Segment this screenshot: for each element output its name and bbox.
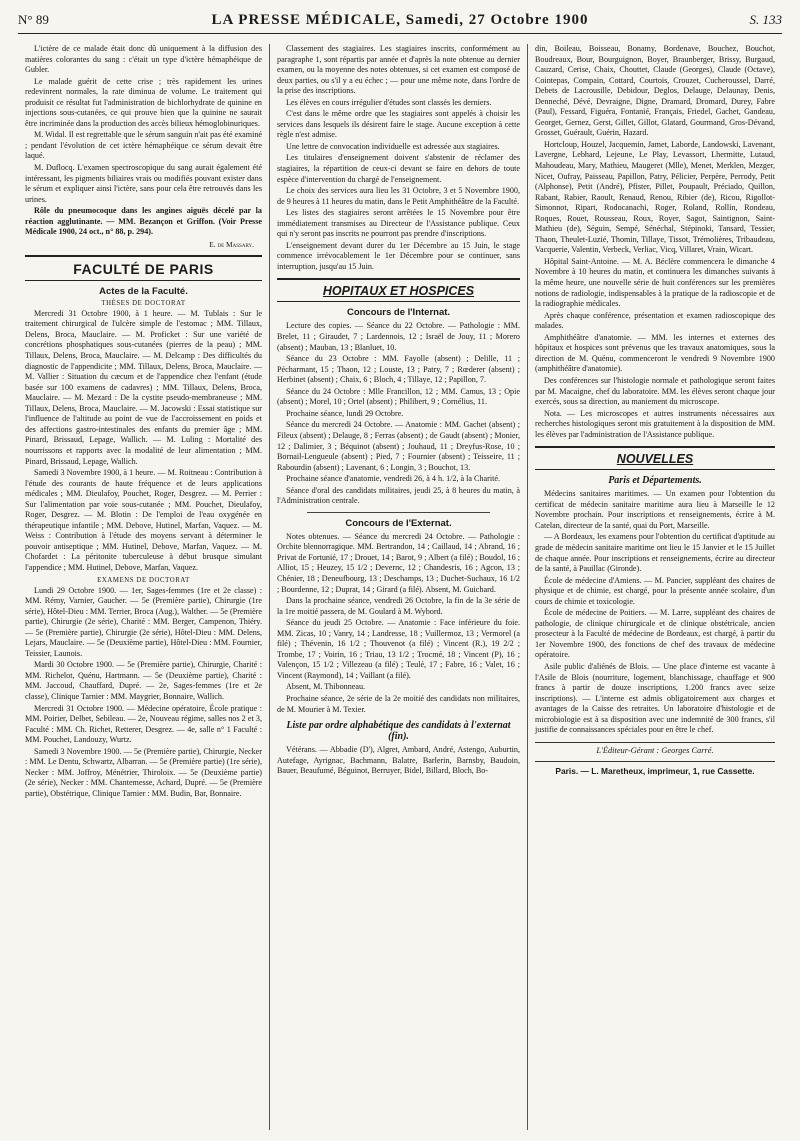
paragraph: Asile public d'aliénés de Blois. — Une place d'interne est vacante à l'Asile de Blois (nourriture, logement, blanchissage, chauffage et 900 francs à partir de douze inscriptions, 1.200 francs avec seize inscriptions). — L'interne est admis obligatoirement aux charges et avantages de la Caisse des retraites. Un laboratoire d'histologie et de microbiologie est à sa disposition avec une indemnité de 300 francs, s'il justifie de connaissances spéciales pour en être le chef. [535,661,775,735]
paragraph: Les élèves en cours irrégulier d'études sont classés les derniers. [286,97,492,107]
column-1 [18,44,270,1130]
paragraph: M. Duflocq. L'examen spectroscopique du sang aurait également été intéressant, les pigments biliaires vrais ou modifiés pouvant exister dans le sérum et expliquer ainsi l'ictère, sans pour cela être retrouvés dans les urines. [25,163,262,204]
paragraph: Samedi 3 Novembre 1900, à 1 heure. — M. Roitneau : Contribution à l'étude des courants de haute fréquence et de leurs applications médicales ; MM. Dieulafoy, Pouchet, Roger, Desgrez. — M. Perrier : Sur l'alimentation par voie sous-cutanée ; MM. Pouchet, Dieulafoy, Roger, Desgrez. — M. Blotin : De l'emploi de l'eau oxygénée en thérapeutique infantile ; MM. Debove, Hutinel, Marfan, Vaquez. — M. Weiss : Contribution à l'étude des moyens servant à déterminer le pouvoir antiseptique ; MM. Hutinel, Debove, Marfan, Vaquez. — M. Chofardet : La péritonite tuberculeuse à début brusque simulant l'appendice ; MM. Hutinel, Debove, Marfan, Vaquez. [25,468,262,572]
section-heading: FACULTÉ DE PARIS [25,255,262,281]
paragraph: C'est dans le même ordre que les stagiaires sont appelés à choisir les services dans lesquels ils désirent faire le stage. Aucune exception à cette règle n'est admise. [277,109,520,140]
paragraph: Le malade guérit de cette crise ; très rapidement les urines redevinrent normales, la rate diminua de volume. Le traitement qui produisit ce résultat fut l'administration de bichlorhydrate de quinine en injections sous-cutanées, ce qui prouve bien que la quinine ne saurait être incriminée dans la production des accès bilieux hémoglobinuriques. [25,76,262,128]
paragraph: École de médecine d'Amiens. — M. Pancier, suppléant des chaires de physique et de chimie, est chargé, pour la présente année scolaire, d'un cours de chimie et toxicologie. [535,575,775,606]
paragraph: din, Boileau, Boisseau, Bonamy, Bordenave, Bouchez, Bouchot, Boudreaux, Bour, Bourguignon, Boyer, Braunberger, Brissy, Burgaud, Cauzard, Cerise, Chaix, Chouttet, Claude (Georges), Claude (Octave), Cointepas, Compain, Cottard, Courtois, Crouzet, Cucheroussel, Darré, Debets de Lacrousille, Debidour, Deglos, Delauge, Delaunay, Denis, Denneché, Dévé, Devraigne, Digne, Dramard, Dromard, Durey, Fabre (Paul), Fessard, Figuéra, Fontanié, Français, Friedel, Gachet, Gandeau, Georget, Gernez, Gerst, Gillet, Gillot, Glatard, Gourmand, Gros-Dévand, Grosset, Guérault, Guérin, Hazard. [535,44,775,138]
signature: E. de Massary. [209,239,254,249]
paragraph: Séance du 24 Octobre : Mlle Francillon, 12 ; MM. Camus, 13 ; Opie (absent) ; Morel, 10 ; Ortel (absent) ; Philibert, 9 ; Cornélius, 11. [277,386,520,407]
paragraph: Vétérans. — Abbadie (D'), Algret, Ambard, André, Astengo, Auburtin, Autefage, Ayrignac, Bachmann, Balatre, Barlerin, Barnsby, Baudoin, Bauer, Beaufumé, Béguinot, Berruyer, Bidel, Billard, Bloch, Bo- [277,745,520,776]
paragraph: Dans la prochaine séance, vendredi 26 Octobre, la fin de la 3e série de la 1re moitié passera, de M. Goulard à M. Wybord. [277,596,520,616]
issue-number: N° 89 [18,12,49,27]
list-heading: Liste par ordre alphabétique des candidats à l'externat (fin). [286,720,511,743]
section-heading: NOUVELLES [535,446,775,470]
paragraph: Médecins sanitaires maritimes. — Un examen pour l'obtention du certificat de médecin sanitaire maritime aura lieu à Marseille le 12 Novembre prochain. Pour inscriptions et renseignements, écrire à M. Catelan, directeur de la santé, quai du Port, Marseille. [535,489,775,530]
paragraph: Le choix des services aura lieu les 31 Octobre, 3 et 5 Novembre 1900, de 9 heures à 11 heures du matin, dans le Petit Amphithéâtre de la Faculté. [277,186,520,206]
paragraph: Mardi 30 Octobre 1900. — 5e (Première partie), Chirurgie, Charité : MM. Richelot, Quénu, Hartmann. — 5e (Deuxième partie), Charité : MM. Jaccoud, Chauffard, Dupré. — 2e, Sages-femmes (1re et 2e classe), Clinique Tarnier : MM. Maygrier, Bonnaire, Wallich. [25,660,262,701]
paragraph: Notes obtenues. — Séance du mercredi 24 Octobre. — Pathologie : Orchite blennorragique. MM. Bertrandon, 14 ; Caillaud, 14 ; Abrand, 16 ; Privat de Fortunié, 17 ; Drouet, 14 ; Barot, 9 ; Albert (a filé) ; Boudol, 16 ; Alliot, 15 ; Heuzey, 15 1/2 ; Devernc, 12 ; Chandesris, 16 ; Agcon, 13 ; Chénier, 18 ; Deneufbourg, 13 ; Deschamps, 13 ; Duchet-Suchaux, 16 1/2 ; Bourdenne, 12 ; Duprat, 14 ; Girard (a filé). Absent, M. Guichard. [277,531,520,594]
paragraph: Lecture des copies. — Séance du 22 Octobre. — Pathologie : MM. Brelet, 11 ; Giraudet, 7 ; Lardennois, 12 ; Israël de Jouy, 11 ; Morero (absent) ; Mauban, 13 ; Blanluet, 10. [277,321,520,352]
page-header [18,12,782,34]
paragraph: M. Widal. Il est regrettable que le sérum sanguin n'ait pas été examiné ; pendant l'évolution de cet ictère hémaphéique ce sérum devait être laqué. [25,130,262,161]
paragraph: Les listes des stagiaires seront arrêtées le 15 Novembre pour être immédiatement transmises au Directeur de l'Assistance publique. Ceux qui n'y seront pas inscrits ne pourront pas prendre d'inscriptions. [277,208,520,239]
subsection-heading: Actes de la Faculté. [99,285,188,297]
printer-credit: Paris. — L. Maretheux, imprimeur, 1, rue Cassette. [535,761,775,776]
editor-credit: L'Éditeur-Gérant : Georges Carré. [535,742,775,755]
paragraph: Prochaine séance, 2e série de la 2e moitié des candidats non militaires, de M. Mourier à M. Texier. [277,693,520,714]
paragraph: Hôpital Saint-Antoine. — M. A. Béclère commencera le dimanche 4 Novembre à 10 heures du matin, et continuera les dimanches suivants à la même heure, une nouvelle série de huit conférences sur les premières notions de radiologie, indispensables à la pratique de la radioscopie et de la radiographie médicales. [535,256,775,309]
column-2 [270,44,528,1130]
paragraph: Des conférences sur l'histologie normale et pathologique seront faites par M. Macaigne, chef du laboratoire. MM. les élèves seront chaque jour exercés, sous sa direction, au maniement du microscope. [535,375,775,407]
paragraph: Prochaine séance d'anatomie, vendredi 26, à 4 h. 1/2, à la Charité. [286,474,500,484]
minor-heading: EXAMENS DE DOCTORAT [97,576,190,584]
paragraph: Rôle du pneumocoque dans les angines aiguës décelé par la réaction agglutinante. — MM. Bezançon et Griffon. (Voir Presse Médicale 1900, 24 oct., n° 88, p. 294). [25,206,262,237]
paragraph: Mercredi 31 Octobre 1900. — Médecine opératoire, École pratique : MM. Poirier, Delbet, Sebileau. — 2e, Nouveau régime, salles nos 2 et 3, Faculté : MM. Ch. Richet, Retterer, Desgrez. — 4e, salle n° 1 Faculté : MM. Pouchet, Landouzy, Wurtz. [25,703,262,745]
paragraph: Une lettre de convocation individuelle est adressée aux stagiaires. [286,141,500,151]
section-heading: HOPITAUX ET HOSPICES [277,278,520,302]
paragraph: L'enseignement devant durer du 1er Décembre au 15 Juin, le stage commence irrévocablement le 1er Décembre pour se continuer, sans interruption, jusqu'au 15 Juin. [277,240,520,271]
paragraph: Prochaine séance, lundi 29 Octobre. [286,408,404,418]
paragraph: Séance du jeudi 25 Octobre. — Anatomie : Face inférieure du foie. MM. Zicas, 10 ; Vanry, 14 ; Landresse, 18 ; Vuillermoz, 13 ; Vermorel (a filé) ; Thévenin, 16 1/2 ; Thouvenot (a filé) ; Vincent (R.), 19 2/2 ; Trombe, 17 ; Voirin, 16 ; Triau, 13 1/2 ; Trocmé, 18 ; Vincent (P), 16 ; Valençon, 15 1/2 ; Villezeau (a filé) ; Teulé, 17 ; Fabre, 16 ; Valet, 16 ; Vincent (Raymond), 14 ; Vaillant (a filé). [277,618,520,680]
subsection-heading: Concours de l'Internat. [346,307,451,319]
divider [307,512,490,513]
page-number: S. 133 [749,12,782,27]
journal-title: LA PRESSE MÉDICALE, Samedi, 27 Octobre 1900 [211,12,589,28]
paragraph: Lundi 29 Octobre 1900. — 1er, Sages-femmes (1re et 2e classe) : MM. Rémy, Varnier, Gaucher. — 5e (Première partie), Chirurgie (1re série), Hôtel-Dieu : MM. Terrier, Broca (Aug.), Walther. — 5e (Première partie), Chirurgie (2e série), Charité : MM. Berger, Campenon, Thiéry. — 5e (Première partie), Chirurgie (2e série), Hôtel-Dieu : MM. Delens, Lejars, Mauclaire. — 5e (Deuxième partie), Hôtel-Dieu : MM. Fournier, Teissier, Launois. [25,585,262,658]
paragraph: Nota. — Les microscopes et autres instruments nécessaires aux recherches histologiques seront mis gratuitement à la disposition de MM. les élèves par l'administration de l'Assistance publique. [535,408,775,439]
paragraph: Séance du mercredi 24 Octobre. — Anatomie : MM. Gachet (absent) ; Fileux (absent) ; Delauge, 8 ; Ferras (absent) ; de Gaudt (absent) ; Monier, 12 ; Dalimier, 3 ; Béquinot (absent) ; Jouhaud, 11 ; Dreyfus-Rose, 10 ; Bornail-Lengueule (absent) ; Pied, 7 ; Fournier (absent) ; Teisseire, 11 ; Rabourdin (absent) ; Lavenant, 6 ; Longin, 3 ; Bouchot, 13. [277,420,520,472]
subsection-heading: Concours de l'Externat. [345,517,452,529]
paragraph: Séance d'oral des candidats militaires, jeudi 25, à 8 heures du matin, à l'Administration centrale. [277,485,520,506]
paragraph: — A Bordeaux, les examens pour l'obtention du certificat d'aptitude au grade de médecin sanitaire maritime ont lieu le 15 Janvier et le 15 Juillet de chaque année. Pour inscriptions et renseignements, écrire au directeur de la santé, à Pauillac (Gironde). [535,532,775,574]
paragraph: Hortcloup, Houzel, Jacquemin, Jamet, Laborde, Landowski, Lavenant, Lavergne, Lebhard, Lejeune, Le Play, Levassort, Lhermitte, Lutaud, Mahoudeau, Mary, Mathieu, Maugeret (Mlle), Menet, Merklen, Mezger, Nicet, Oufray, Paisseau, Papillon, Patry, Pélicier, Perpère, Perrody, Petit (Alphonse), Petit (André), Pfister, Pillet, Poupault, Préciado, Quillon, Rabant, Rabier, Raoult, Renaud, Renou, Ribier (de), Ricou, Rigollot-Simonnot, Ripart, Rodocanachi, Roger, Roland, Rollin, Rondeau, Roques, Rouet, Rousseau, Roux, Royer, Sagot, Saintignon, Saint-Mathieu (de), Séguin, Sempé, Sénéchal, Stépinoki, Tansard, Tessier, Thaon, Theulet-Luzié, Thomin, Tillaye, Tissot, Trémolières, Tribaudeau, Vacquerie, Valentin, Verbeck, Verliac, Vicq, Villaret, Vrain, Wicart. [535,139,775,255]
column-3 [528,44,782,1130]
subsection-heading: Paris et Départements. [608,475,702,487]
paragraph: Absent, M. Thibonneau. [286,682,366,692]
paragraph: Après chaque conférence, présentation et examen radioscopique des malades. [535,310,775,331]
paragraph: Séance du 23 Octobre : MM. Fayolle (absent) ; Delille, 11 ; Pécharmant, 15 ; Thaon, 12 ; Louste, 13 ; Patry, 7 ; Rœderer (absent) ; Herbinet (absent) ; Chaix, 6 ; Bloch, 4 ; Tillaye, 12 ; Papillon, 7. [277,354,520,385]
paragraph: Samedi 3 Novembre 1900. — 5e (Première partie), Chirurgie, Necker : MM. Le Dentu, Schwartz, Albarran. — 5e (Première partie) (1re série), Necker : MM. Joffroy, Ménétrier, Thiroloix. — 5e (Deuxième partie) (2e série), Necker : MM. Chantemesse, Achard, Dupré. — 5e (Première partie), Obstétrique, Clinique Tarnier : MM. Budin, Bar, Bonnaire. [25,746,262,798]
paragraph: L'ictère de ce malade était donc dû uniquement à la diffusion des matières colorantes du sang : c'était un type d'ictère hémaphéique de Gubler. [25,44,262,75]
minor-heading: THÈSES DE DOCTORAT [101,299,186,307]
paragraph: Amphithéâtre d'anatomie. — MM. les internes et externes des hôpitaux et hospices sont prévenus que les travaux anatomiques, sous la direction de M. Quénu, commenceront le vendredi 9 Novembre 1900 (amphithéâtre d'anatomie). [535,332,775,374]
paragraph: Classement des stagiaires. Les stagiaires inscrits, conformément au paragraphe 1, sont répartis par année et d'après la note obtenue au dernier examen, ou la moyenne des notes obtenues, si cet examen est composé de deux parties, ou s'il y a eu échec ; — pour une même note, dans l'ordre de la prise des inscriptions. [277,44,520,96]
paragraph: Les titulaires d'enseignement doivent s'abstenir de réclamer des stagiaires, la répartition de ceux-ci devant se faire en dehors de toute espèce d'intervention du chargé de l'enseignement. [277,153,520,184]
columns [18,44,782,1130]
paragraph: Mercredi 31 Octobre 1900, à 1 heure. — M. Tublais : Sur le traitement chirurgical de l'ulcère simple de l'estomac ; MM. Tillaux, Delens, Broca, Mauclaire. — M. Proficket : Sur une variété de concrétions phosphatiques sous-cutanées (pierres de la peau) ; MM. Tillaux, Delens, Broca, Mauclaire. — M. Delcamp : Des difficultés du diagnostic de l'appendicite ; MM. Tillaux, Delens, Broca, Mauclaire. — M. Vallier : Situation du cæcum et de l'appendice chez l'enfant (étude basée sur 100 examens de cadavres) ; MM. Tillaux, Delens, Broca, Mauclaire. — M. Mezard : De la cystite pseudo-membraneuse ; MM. Tillaux, Delens, Broca, Mauclaire. — M. Jacowski : Essai statistique sur l'influence de l'altitude au point de vue de l'accroissement en poids et des affections gastro-intestinales des enfants du premier âge ; MM. Pinard, Brissaud, Lepage, Wallich. — M. Luling : Mortalité des nourrissons et rapports avec la modalité de leur alimentation ; MM. Pinard, Brissaud, Lepage, Wallich. [25,308,262,466]
paragraph: École de médecine de Poitiers. — M. Larre, suppléant des chaires de pathologie, de clinique chirurgicale et de clinique obstétricale, ancien prosecteur à la Faculté de médecine de Bordeaux, est chargé, à partir du 1er Novembre 1900, des fonctions de chef des travaux de médecine opératoire. [535,608,775,660]
